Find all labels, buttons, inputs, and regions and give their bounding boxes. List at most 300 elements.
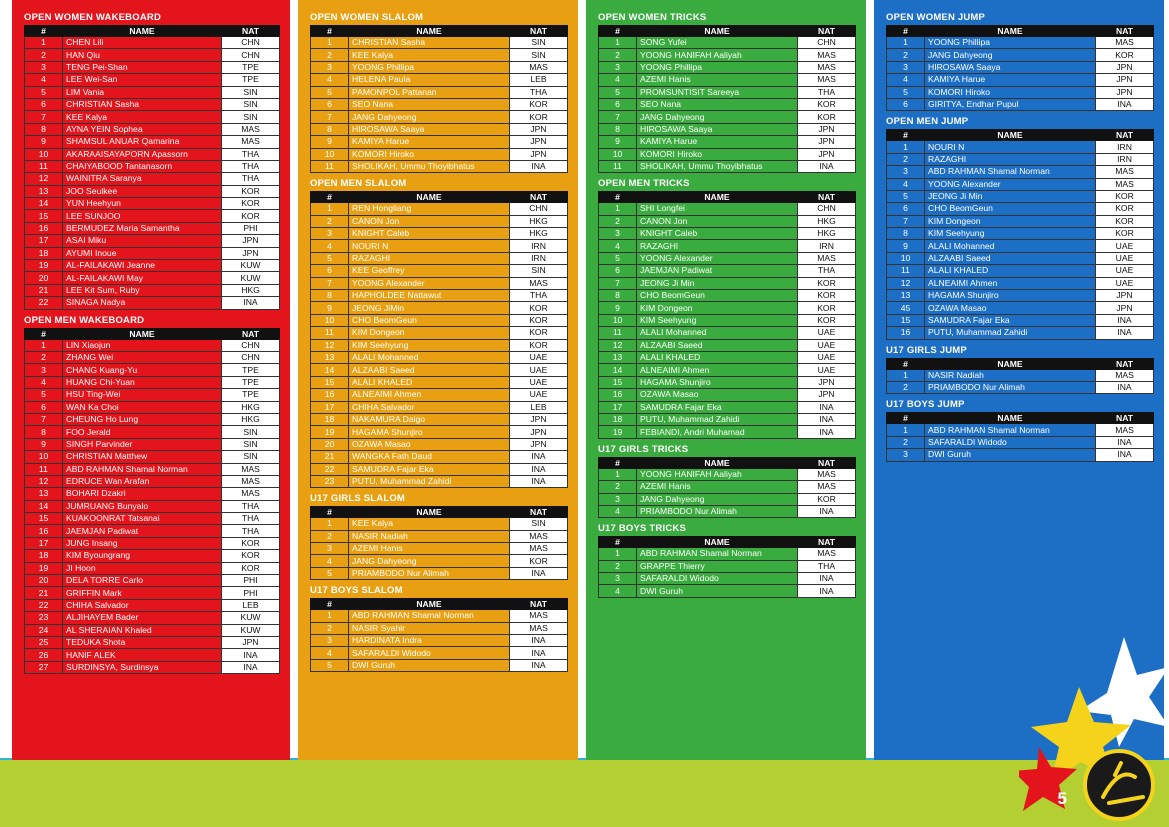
- nationality-cell: KOR: [222, 562, 280, 574]
- table-row: [599, 481, 856, 493]
- column-header-name: NAME: [63, 328, 222, 339]
- athlete-name-cell: KOMORI Hiroko: [637, 148, 798, 160]
- table-row: [25, 297, 280, 309]
- column-header-name: NAME: [637, 26, 798, 37]
- rank-cell: 3: [25, 364, 63, 376]
- nationality-cell: CHN: [510, 203, 568, 215]
- athlete-name-cell: JAEMJAN Padiwat: [637, 265, 798, 277]
- rank-cell: 9: [25, 136, 63, 148]
- athlete-name-cell: ALNEAIMI Ahmen: [925, 277, 1096, 289]
- rank-cell: 5: [311, 252, 349, 264]
- athlete-name-cell: HARDINATA Indra: [349, 635, 510, 647]
- rank-cell: 19: [311, 426, 349, 438]
- athlete-name-cell: NASIR Nadiah: [925, 369, 1096, 381]
- rank-cell: 3: [311, 61, 349, 73]
- athlete-name-cell: JOO Seulkee: [63, 185, 222, 197]
- table-row: [599, 123, 856, 135]
- rank-cell: 10: [311, 148, 349, 160]
- table-row: [311, 451, 568, 463]
- athlete-name-cell: OZAWA Masao: [925, 302, 1096, 314]
- rank-cell: 6: [25, 98, 63, 110]
- page-number: 5: [1057, 789, 1067, 808]
- table-row: [599, 573, 856, 585]
- open-women-tricks-table: [598, 25, 856, 173]
- nationality-cell: HKG: [222, 401, 280, 413]
- rank-cell: 3: [887, 166, 925, 178]
- table-row: [887, 166, 1154, 178]
- rank-cell: 21: [25, 587, 63, 599]
- nationality-cell: THA: [798, 265, 856, 277]
- rank-cell: 4: [311, 240, 349, 252]
- u17-boys-jump-title: U17 BOYS JUMP: [886, 399, 965, 411]
- table-row: [311, 518, 568, 530]
- table-row: [311, 61, 568, 73]
- rank-cell: 1: [599, 468, 637, 480]
- athlete-name-cell: HAGAMA Shunjiro: [349, 426, 510, 438]
- u17-boys-slalom-table: [310, 598, 568, 672]
- nationality-cell: TPE: [222, 61, 280, 73]
- rank-cell: 16: [311, 389, 349, 401]
- table-row: [887, 178, 1154, 190]
- athlete-name-cell: AZEMI Hanis: [637, 74, 798, 86]
- table-row: [25, 61, 280, 73]
- rank-cell: 3: [311, 543, 349, 555]
- athlete-name-cell: YOONG HANIFAH Aaliyah: [637, 49, 798, 61]
- table-row: [25, 624, 280, 636]
- table-row: [311, 364, 568, 376]
- nationality-cell: MAS: [510, 277, 568, 289]
- table-row: [887, 61, 1154, 73]
- column-header-rank: #: [887, 130, 925, 141]
- nationality-cell: INA: [798, 160, 856, 172]
- nationality-cell: KOR: [510, 302, 568, 314]
- table-row: [599, 74, 856, 86]
- rank-cell: 4: [311, 74, 349, 86]
- nationality-cell: JPN: [798, 123, 856, 135]
- nationality-cell: JPN: [1096, 74, 1154, 86]
- nationality-cell: INA: [1096, 327, 1154, 339]
- rank-cell: 17: [25, 537, 63, 549]
- athlete-name-cell: SAFARALDI Widodo: [925, 436, 1096, 448]
- nationality-cell: SIN: [510, 265, 568, 277]
- nationality-cell: UAE: [1096, 277, 1154, 289]
- nationality-cell: KOR: [798, 302, 856, 314]
- rank-cell: 10: [25, 148, 63, 160]
- rank-cell: 4: [599, 74, 637, 86]
- rank-cell: 5: [311, 659, 349, 671]
- column-header-rank: #: [311, 192, 349, 203]
- rank-cell: 16: [25, 222, 63, 234]
- rank-cell: 23: [25, 612, 63, 624]
- nationality-cell: INA: [798, 426, 856, 438]
- athlete-name-cell: HAGAMA Shunjiro: [925, 290, 1096, 302]
- table-row: [311, 49, 568, 61]
- table-row: [599, 413, 856, 425]
- rank-cell: 9: [311, 302, 349, 314]
- table-row: [25, 451, 280, 463]
- column-header-rank: #: [311, 507, 349, 518]
- open-women-wakeboard-title: OPEN WOMEN WAKEBOARD: [24, 12, 161, 23]
- nationality-cell: MAS: [1096, 369, 1154, 381]
- athlete-name-cell: HIROSAWA Saaya: [349, 123, 510, 135]
- nationality-cell: SIN: [222, 426, 280, 438]
- athlete-name-cell: JANG Dahyeong: [925, 49, 1096, 61]
- table-row: [311, 622, 568, 634]
- table-header-row: [887, 130, 1154, 141]
- athlete-name-cell: JANG Dahyeong: [637, 493, 798, 505]
- rank-cell: 6: [311, 265, 349, 277]
- nationality-cell: MAS: [1096, 424, 1154, 436]
- athlete-name-cell: AL-FAILAKAWI Jeanne: [63, 260, 222, 272]
- column-header-rank: #: [599, 537, 637, 548]
- nationality-cell: KOR: [222, 198, 280, 210]
- nationality-cell: KOR: [1096, 203, 1154, 215]
- nationality-cell: MAS: [1096, 178, 1154, 190]
- rank-cell: 6: [311, 98, 349, 110]
- athlete-name-cell: KEE Kalya: [349, 49, 510, 61]
- table-header-row: [599, 192, 856, 203]
- rank-cell: 7: [599, 111, 637, 123]
- table-row: [311, 111, 568, 123]
- rank-cell: 1: [25, 339, 63, 351]
- table-row: [25, 235, 280, 247]
- athlete-name-cell: SEO Nana: [637, 98, 798, 110]
- nationality-cell: HKG: [222, 413, 280, 425]
- nationality-cell: KOR: [1096, 215, 1154, 227]
- u17-girls-jump-table: [886, 358, 1154, 395]
- athlete-name-cell: CHANG Kuang-Yu: [63, 364, 222, 376]
- nationality-cell: HKG: [798, 228, 856, 240]
- nationality-cell: KOR: [222, 537, 280, 549]
- nationality-cell: KOR: [510, 327, 568, 339]
- table-row: [887, 153, 1154, 165]
- rank-cell: 2: [887, 49, 925, 61]
- rank-cell: 1: [887, 141, 925, 153]
- table-row: [599, 302, 856, 314]
- nationality-cell: JPN: [510, 413, 568, 425]
- rank-cell: 13: [25, 488, 63, 500]
- column-header-name: NAME: [925, 26, 1096, 37]
- nationality-cell: CHN: [798, 37, 856, 49]
- rank-cell: 1: [311, 37, 349, 49]
- athlete-name-cell: SHOLIKAH, Ummu Thoyibhatus: [349, 160, 510, 172]
- table-header-row: [311, 599, 568, 610]
- nationality-cell: CHN: [222, 37, 280, 49]
- athlete-name-cell: KIM Dongeon: [637, 302, 798, 314]
- athlete-name-cell: HANIF ALEK: [63, 649, 222, 661]
- nationality-cell: JPN: [798, 148, 856, 160]
- table-row: [311, 314, 568, 326]
- rank-cell: 6: [599, 265, 637, 277]
- rank-cell: 27: [25, 661, 63, 673]
- table-row: [25, 525, 280, 537]
- column-header-name: NAME: [63, 26, 222, 37]
- table-row: [25, 74, 280, 86]
- athlete-name-cell: JUNG Insang: [63, 537, 222, 549]
- rank-cell: 45: [887, 302, 925, 314]
- athlete-name-cell: KIM Seehyung: [925, 228, 1096, 240]
- table-row: [25, 351, 280, 363]
- rank-cell: 10: [25, 451, 63, 463]
- rank-cell: 9: [25, 438, 63, 450]
- nationality-cell: MAS: [798, 74, 856, 86]
- athlete-name-cell: RAZAGHI: [349, 252, 510, 264]
- nationality-cell: MAS: [222, 123, 280, 135]
- open-men-tricks-table: [598, 191, 856, 438]
- athlete-name-cell: PRIAMBODO Nur Alimah: [637, 505, 798, 517]
- athlete-name-cell: KAMIYA Harue: [925, 74, 1096, 86]
- table-row: [599, 203, 856, 215]
- table-row: [311, 98, 568, 110]
- open-men-slalom-table: [310, 191, 568, 488]
- nationality-cell: THA: [798, 86, 856, 98]
- nationality-cell: SIN: [510, 518, 568, 530]
- rank-cell: 7: [25, 111, 63, 123]
- nationality-cell: MAS: [798, 252, 856, 264]
- rank-cell: 19: [25, 562, 63, 574]
- nationality-cell: INA: [1096, 314, 1154, 326]
- athlete-name-cell: ALALI Mohanned: [925, 240, 1096, 252]
- rank-cell: 3: [311, 228, 349, 240]
- athlete-name-cell: JEONG JiMin: [349, 302, 510, 314]
- table-row: [311, 610, 568, 622]
- athlete-name-cell: CHIHA Salvador: [349, 401, 510, 413]
- nationality-cell: JPN: [222, 636, 280, 648]
- rank-cell: 4: [311, 647, 349, 659]
- table-row: [887, 74, 1154, 86]
- column-slalom: [298, 0, 578, 760]
- rank-cell: 25: [25, 636, 63, 648]
- rank-cell: 4: [599, 505, 637, 517]
- table-row: [25, 661, 280, 673]
- column-header-name: NAME: [925, 413, 1096, 424]
- athlete-name-cell: ALALI Mohanned: [637, 327, 798, 339]
- table-row: [25, 636, 280, 648]
- nationality-cell: JPN: [510, 148, 568, 160]
- nationality-cell: SIN: [222, 98, 280, 110]
- rank-cell: 9: [599, 136, 637, 148]
- u17-boys-tricks-table: [598, 536, 856, 598]
- table-row: [599, 468, 856, 480]
- rank-cell: 2: [311, 622, 349, 634]
- athlete-name-cell: KIM Dongeon: [349, 327, 510, 339]
- nationality-cell: MAS: [510, 530, 568, 542]
- table-row: [599, 376, 856, 388]
- athlete-name-cell: JANG Dahyeong: [349, 555, 510, 567]
- column-header-nat: NAT: [1096, 358, 1154, 369]
- athlete-name-cell: BERMUDEZ Maria Samantha: [63, 222, 222, 234]
- column-header-nat: NAT: [510, 192, 568, 203]
- nationality-cell: KUW: [222, 272, 280, 284]
- athlete-name-cell: YOONG Phillipa: [349, 61, 510, 73]
- rank-cell: 12: [599, 339, 637, 351]
- table-row: [311, 265, 568, 277]
- table-header-row: [25, 328, 280, 339]
- table-row: [311, 567, 568, 579]
- nationality-cell: MAS: [798, 468, 856, 480]
- athlete-name-cell: CHRISTIAN Matthew: [63, 451, 222, 463]
- athlete-name-cell: DWI Guruh: [637, 585, 798, 597]
- rank-cell: 7: [311, 111, 349, 123]
- nationality-cell: KOR: [798, 314, 856, 326]
- rank-cell: 12: [25, 475, 63, 487]
- rank-cell: 4: [25, 376, 63, 388]
- rank-cell: 3: [599, 61, 637, 73]
- nationality-cell: CHN: [222, 49, 280, 61]
- nationality-cell: TPE: [222, 389, 280, 401]
- table-header-row: [887, 413, 1154, 424]
- rank-cell: 18: [311, 413, 349, 425]
- nationality-cell: TPE: [222, 364, 280, 376]
- nationality-cell: SIN: [222, 111, 280, 123]
- rank-cell: 4: [25, 74, 63, 86]
- nationality-cell: HKG: [222, 284, 280, 296]
- athlete-name-cell: YOONG Phillipa: [637, 61, 798, 73]
- table-row: [887, 436, 1154, 448]
- nationality-cell: MAS: [222, 463, 280, 475]
- rank-cell: 7: [599, 277, 637, 289]
- skier-badge-icon: [1085, 751, 1153, 819]
- athlete-name-cell: NASIR Syahir: [349, 622, 510, 634]
- nationality-cell: INA: [510, 659, 568, 671]
- nationality-cell: SIN: [510, 49, 568, 61]
- table-row: [311, 475, 568, 487]
- nationality-cell: INA: [798, 401, 856, 413]
- nationality-cell: INA: [1096, 436, 1154, 448]
- athlete-name-cell: KIM Dongeon: [925, 215, 1096, 227]
- table-row: [311, 543, 568, 555]
- nationality-cell: INA: [510, 647, 568, 659]
- athlete-name-cell: ALALI Mohanned: [349, 351, 510, 363]
- nationality-cell: UAE: [1096, 265, 1154, 277]
- athlete-name-cell: KEE Geoffrey: [349, 265, 510, 277]
- rank-cell: 11: [25, 463, 63, 475]
- nationality-cell: KOR: [510, 314, 568, 326]
- rank-cell: 17: [599, 401, 637, 413]
- athlete-name-cell: SURDINSYA, Surdinsya: [63, 661, 222, 673]
- rank-cell: 1: [311, 203, 349, 215]
- table-row: [887, 190, 1154, 202]
- table-row: [599, 228, 856, 240]
- table-row: [599, 339, 856, 351]
- table-row: [311, 160, 568, 172]
- table-row: [599, 148, 856, 160]
- rank-cell: 12: [25, 173, 63, 185]
- column-header-name: NAME: [349, 599, 510, 610]
- athlete-name-cell: JUMRUANG Bunyalo: [63, 500, 222, 512]
- rank-cell: 1: [887, 37, 925, 49]
- athlete-name-cell: SAMUDRA Fajar Eka: [925, 314, 1096, 326]
- athlete-name-cell: ASAI Miku: [63, 235, 222, 247]
- athlete-name-cell: SINAGA Nadya: [63, 297, 222, 309]
- rank-cell: 16: [25, 525, 63, 537]
- rank-cell: 6: [25, 401, 63, 413]
- table-row: [887, 381, 1154, 393]
- table-row: [599, 37, 856, 49]
- nationality-cell: KOR: [510, 555, 568, 567]
- rank-cell: 2: [887, 381, 925, 393]
- table-row: [311, 438, 568, 450]
- nationality-cell: KUW: [222, 260, 280, 272]
- nationality-cell: KOR: [510, 98, 568, 110]
- nationality-cell: JPN: [1096, 86, 1154, 98]
- table-row: [25, 247, 280, 259]
- athlete-name-cell: JEONG Ji Min: [925, 190, 1096, 202]
- nationality-cell: KUW: [222, 612, 280, 624]
- table-row: [599, 290, 856, 302]
- athlete-name-cell: RAZAGHI: [925, 153, 1096, 165]
- nationality-cell: KOR: [1096, 228, 1154, 240]
- table-row: [599, 215, 856, 227]
- athlete-name-cell: ALJIHAYEM Bader: [63, 612, 222, 624]
- waterski-logo-icon: [1019, 627, 1169, 827]
- athlete-name-cell: TENG Pei-Shan: [63, 61, 222, 73]
- column-header-nat: NAT: [1096, 413, 1154, 424]
- table-row: [887, 302, 1154, 314]
- table-row: [25, 160, 280, 172]
- nationality-cell: MAS: [510, 622, 568, 634]
- table-row: [25, 136, 280, 148]
- table-row: [25, 413, 280, 425]
- athlete-name-cell: SAMUDRA Fajar Eka: [349, 463, 510, 475]
- nationality-cell: JPN: [798, 389, 856, 401]
- rank-cell: 22: [311, 463, 349, 475]
- nationality-cell: SIN: [222, 451, 280, 463]
- column-header-rank: #: [599, 457, 637, 468]
- table-row: [25, 587, 280, 599]
- rank-cell: 11: [599, 327, 637, 339]
- athlete-name-cell: JEONG Ji Min: [637, 277, 798, 289]
- table-row: [599, 389, 856, 401]
- nationality-cell: LEB: [510, 74, 568, 86]
- table-header-row: [887, 358, 1154, 369]
- table-row: [311, 148, 568, 160]
- nationality-cell: IRN: [798, 240, 856, 252]
- table-row: [311, 389, 568, 401]
- nationality-cell: INA: [798, 573, 856, 585]
- nationality-cell: KOR: [222, 210, 280, 222]
- open-men-tricks-title: OPEN MEN TRICKS: [598, 178, 690, 190]
- athlete-name-cell: AYUMI Inoue: [63, 247, 222, 259]
- table-row: [599, 505, 856, 517]
- u17-girls-tricks-table: [598, 457, 856, 519]
- nationality-cell: KOR: [1096, 190, 1154, 202]
- u17-boys-tricks-title: U17 BOYS TRICKS: [598, 523, 686, 535]
- athlete-name-cell: ALALI KHALED: [349, 376, 510, 388]
- rank-cell: 11: [599, 160, 637, 172]
- athlete-name-cell: PRIAMBODO Nur Alimah: [925, 381, 1096, 393]
- nationality-cell: TPE: [222, 376, 280, 388]
- rank-cell: 1: [887, 369, 925, 381]
- table-row: [887, 49, 1154, 61]
- open-men-slalom-title: OPEN MEN SLALOM: [310, 178, 407, 190]
- table-row: [25, 111, 280, 123]
- athlete-name-cell: PUTU, Muhammad Zahidi: [925, 327, 1096, 339]
- rank-cell: 8: [25, 426, 63, 438]
- column-header-rank: #: [887, 358, 925, 369]
- nationality-cell: JPN: [510, 426, 568, 438]
- rank-cell: 15: [311, 376, 349, 388]
- athlete-name-cell: CHRISTIAN Sasha: [63, 98, 222, 110]
- table-row: [311, 555, 568, 567]
- athlete-name-cell: KAMIYA Harue: [637, 136, 798, 148]
- nationality-cell: UAE: [798, 327, 856, 339]
- athlete-name-cell: OZAWA Masao: [637, 389, 798, 401]
- table-row: [25, 599, 280, 611]
- nationality-cell: LEB: [222, 599, 280, 611]
- table-row: [311, 530, 568, 542]
- athlete-name-cell: KEE Kalya: [349, 518, 510, 530]
